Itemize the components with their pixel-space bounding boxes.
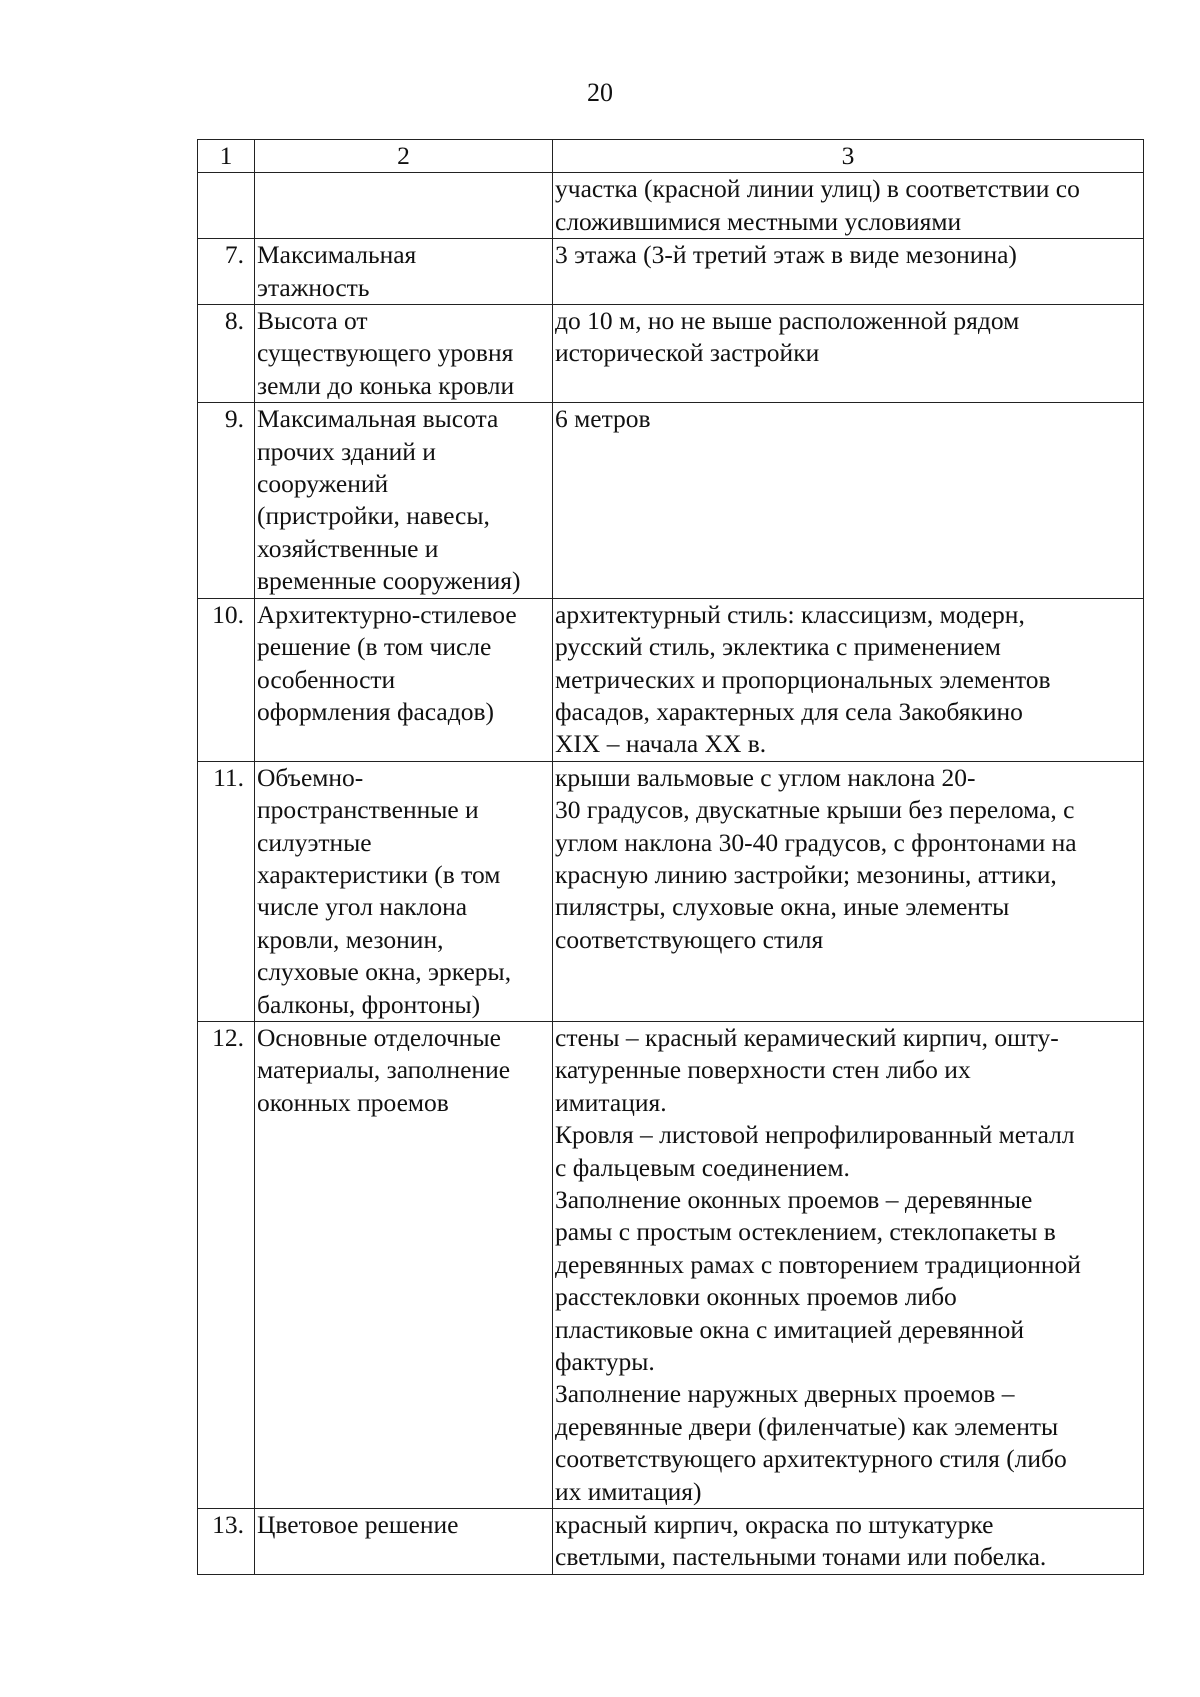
parameter-name-line: Высота от	[257, 306, 368, 336]
header-cell-value: 3	[553, 140, 1144, 173]
row-number: 12.	[198, 1021, 255, 1508]
parameter-name-line: существующего уровня	[257, 338, 514, 368]
table-row	[198, 239, 1144, 305]
parameter-value-line: соответствующего архитектурного стиля (либо	[555, 1444, 1067, 1474]
parameter-name-line: силуэтные	[257, 827, 372, 857]
parameter-name-line: характеристики (в том	[257, 859, 501, 889]
parameter-value-cell	[553, 403, 1144, 598]
parameter-name-line: особенности	[257, 664, 396, 694]
parameter-name-line: материалы, заполнение	[257, 1055, 511, 1085]
row-number	[198, 173, 255, 239]
parameter-value-line: катуренные поверхности стен либо их	[555, 1055, 971, 1085]
parameter-value-cell	[553, 761, 1144, 1021]
row-number: 8.	[198, 305, 255, 403]
regulations-table	[197, 139, 1144, 1575]
parameter-name-line: кровли, мезонин,	[257, 924, 444, 954]
parameter-name-line: прочих зданий и	[257, 436, 436, 466]
parameter-value-line: 6 метров	[555, 404, 651, 434]
row-number: 11.	[198, 761, 255, 1021]
parameter-value-line: светлыми, пастельными тонами или побелка.	[555, 1542, 1047, 1572]
parameter-name-cell	[255, 1021, 553, 1508]
table-row	[198, 761, 1144, 1021]
parameter-name-line: Максимальная	[257, 240, 417, 270]
parameter-name-line: Объемно-	[257, 762, 364, 792]
parameter-value-cell	[553, 1509, 1144, 1575]
parameter-name-line: оконных проемов	[257, 1087, 449, 1117]
parameter-value-line: русский стиль, эклектика с применением	[555, 632, 1001, 662]
parameter-value-line: деревянных рамах с повторением традиционной	[555, 1249, 1081, 1279]
parameter-name-cell	[255, 305, 553, 403]
parameter-name-line: Максимальная высота	[257, 404, 499, 434]
parameter-name-line: хозяйственные и	[257, 533, 439, 563]
parameter-value-cell	[553, 239, 1144, 305]
parameter-value-line: до 10 м, но не выше расположенной рядом	[555, 306, 1020, 336]
parameter-name-line: оформления фасадов)	[257, 696, 495, 726]
parameter-value-line: архитектурный стиль: классицизм, модерн,	[555, 599, 1025, 629]
parameter-value-line: метрических и пропорциональных элементов	[555, 664, 1051, 694]
parameter-value-line: деревянные двери (филенчатые) как элементы	[555, 1411, 1059, 1441]
parameter-value-line: расстекловки оконных проемов либо	[555, 1282, 957, 1312]
page-number: 20	[587, 78, 613, 107]
parameter-value-line: пилястры, слуховые окна, иные элементы	[555, 892, 1010, 922]
parameter-value-line: с фальцевым соединением.	[555, 1152, 850, 1182]
parameter-name-line: числе угол наклона	[257, 892, 468, 922]
parameter-name-line: решение (в том числе	[257, 632, 492, 662]
parameter-value-line: крыши вальмовые с углом наклона 20-	[555, 762, 976, 792]
parameter-name-line: временные сооружения)	[257, 566, 521, 596]
header-cell-number: 1	[198, 140, 255, 173]
parameter-value-line: их имитация)	[555, 1476, 702, 1506]
parameter-value-line: Заполнение оконных проемов – деревянные	[555, 1185, 1033, 1214]
table-row	[198, 1509, 1144, 1575]
row-number: 9.	[198, 403, 255, 598]
row-number: 13.	[198, 1509, 255, 1575]
parameter-name-cell	[255, 1509, 553, 1575]
parameter-value-line: красную линию застройки; мезонины, аттики,	[555, 859, 1057, 889]
parameter-value-line: исторической застройки	[555, 338, 820, 368]
table-row	[198, 403, 1144, 598]
parameter-name-line: балконы, фронтоны)	[257, 989, 481, 1019]
parameter-name-line: Цветовое решение	[257, 1510, 459, 1540]
parameter-value-line: углом наклона 30-40 градусов, с фронтонами на	[555, 827, 1077, 857]
parameter-value-line: стены – красный керамический кирпич, ошту-	[555, 1022, 1059, 1052]
parameter-value-line: фактуры.	[555, 1347, 655, 1377]
parameter-value-line: Заполнение наружных дверных проемов –	[555, 1379, 1015, 1409]
parameter-value-line: участка (красной линии улиц) в соответствии со	[555, 174, 1080, 204]
parameter-value-cell	[553, 1021, 1144, 1508]
header-cell-parameter: 2	[255, 140, 553, 173]
parameter-name-line: пространственные и	[257, 795, 479, 825]
row-number: 10.	[198, 598, 255, 761]
parameter-value-cell	[553, 173, 1144, 239]
parameter-name-line: этажность	[257, 272, 370, 302]
parameter-value-line: XIX – начала XX в.	[555, 729, 767, 759]
parameter-name-cell	[255, 239, 553, 305]
parameter-name-cell	[255, 761, 553, 1021]
table-row	[198, 1021, 1144, 1508]
parameter-value-cell	[553, 305, 1144, 403]
parameter-name-line: земли до конька кровли	[257, 370, 515, 400]
row-number: 7.	[198, 239, 255, 305]
parameter-name-cell	[255, 598, 553, 761]
table-row	[198, 598, 1144, 761]
parameter-value-line: имитация.	[555, 1087, 667, 1117]
parameter-name-cell	[255, 403, 553, 598]
table-header-row	[198, 140, 1144, 173]
parameter-value-line: рамы с простым остеклением, стеклопакеты в	[555, 1217, 1056, 1247]
parameter-name-line: Архитектурно-стилевое	[257, 599, 517, 629]
parameter-value-cell	[553, 598, 1144, 761]
parameter-name-line: Основные отделочные	[257, 1022, 501, 1052]
parameter-name-line: сооружений	[257, 469, 389, 499]
parameter-value-line: соответствующего стиля	[555, 924, 824, 954]
parameter-value-line: красный кирпич, окраска по штукатурке	[555, 1510, 994, 1540]
table-row	[198, 173, 1144, 239]
parameter-value-line: фасадов, характерных для села Закобякино	[555, 696, 1023, 726]
parameter-name-line: (пристройки, навесы,	[257, 501, 490, 531]
table-row	[198, 305, 1144, 403]
parameter-value-line: сложившимися местными условиями	[555, 206, 962, 236]
parameter-value-line: 30 градусов, двускатные крыши без перелома, с	[555, 795, 1075, 825]
parameter-value-line: Кровля – листовой непрофилированный металл	[555, 1120, 1075, 1150]
parameter-value-line: 3 этажа (3-й третий этаж в виде мезонина)	[555, 240, 1017, 270]
parameter-value-line: пластиковые окна с имитацией деревянной	[555, 1314, 1024, 1344]
parameter-name-line: слуховые окна, эркеры,	[257, 957, 512, 987]
parameter-name-cell	[255, 173, 553, 239]
